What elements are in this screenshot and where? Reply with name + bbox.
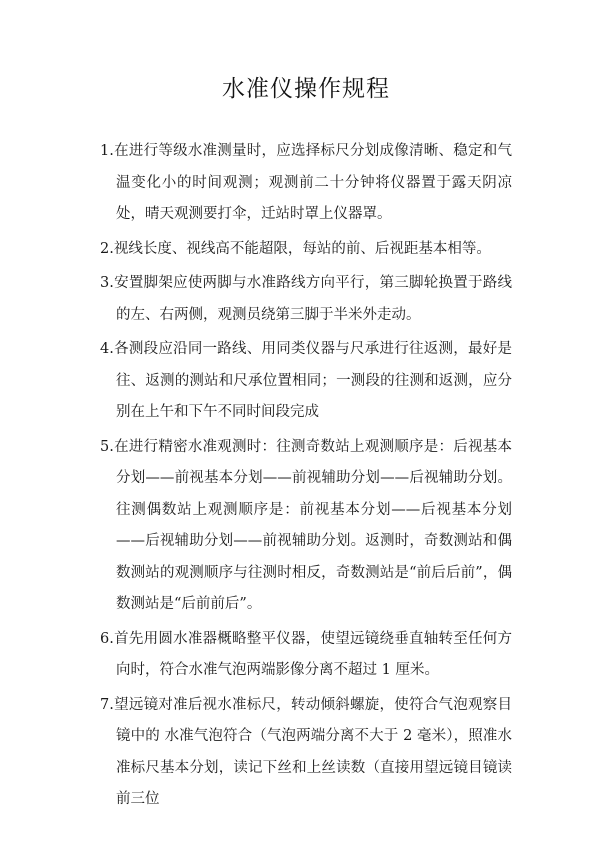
procedure-item-5: 5.在进行精密水准观测时：往测奇数站上观测顺序是：后视基本分划——前视基本分划——前视辅助分划——后视辅助分划。往测偶数站上观测顺序是：前视基本分划——后视基本分划——后视辅助分划——前视辅助分划。返测时，奇数测站和偶数测站的观测顺序与往测时相反，奇数测站是“前后后前”，偶数测站是“后前前后”。 (100, 438, 512, 612)
procedure-list (100, 136, 512, 816)
procedure-item-4: 4.各测段应沿同一路线、用同类仪器与尺承进行往返测，最好是往、返测的测站和尺承位置相同；一测段的往测和返测，应分别在上午和下午不同时间段完成 (100, 341, 512, 420)
procedure-item-3: 3.安置脚架应使两脚与水准路线方向平行，第三脚轮换置于路线的左、右两侧，观测员绕第三脚于半米外走动。 (100, 275, 512, 323)
procedure-item-6: 6.首先用圆水准器概略整平仪器，使望远镜绕垂直轴转至任何方向时，符合水准气泡两端影像分离不超过 1 厘米。 (100, 630, 512, 678)
procedure-item-7: 7.望远镜对准后视水准标尺，转动倾斜螺旋，使符合气泡观察目镜中的 水准气泡符合（气泡两端分离不大于 2 毫米），照准水准标尺基本分划，读记下丝和上丝读数（直接用望远镜目镜读前三位 (100, 696, 512, 807)
procedure-item-2: 2.视线长度、视线高不能超限，每站的前、后视距基本相等。 (100, 240, 491, 257)
procedure-item-1: 1.在进行等级水准测量时，应选择标尺分划成像清晰、稳定和气温变化小的时间观测；观测前二十分钟将仪器置于露天阴凉处，晴天观测要打伞，迁站时罩上仪器罩。 (100, 143, 512, 222)
page-title: 水准仪操作规程 (222, 76, 390, 102)
